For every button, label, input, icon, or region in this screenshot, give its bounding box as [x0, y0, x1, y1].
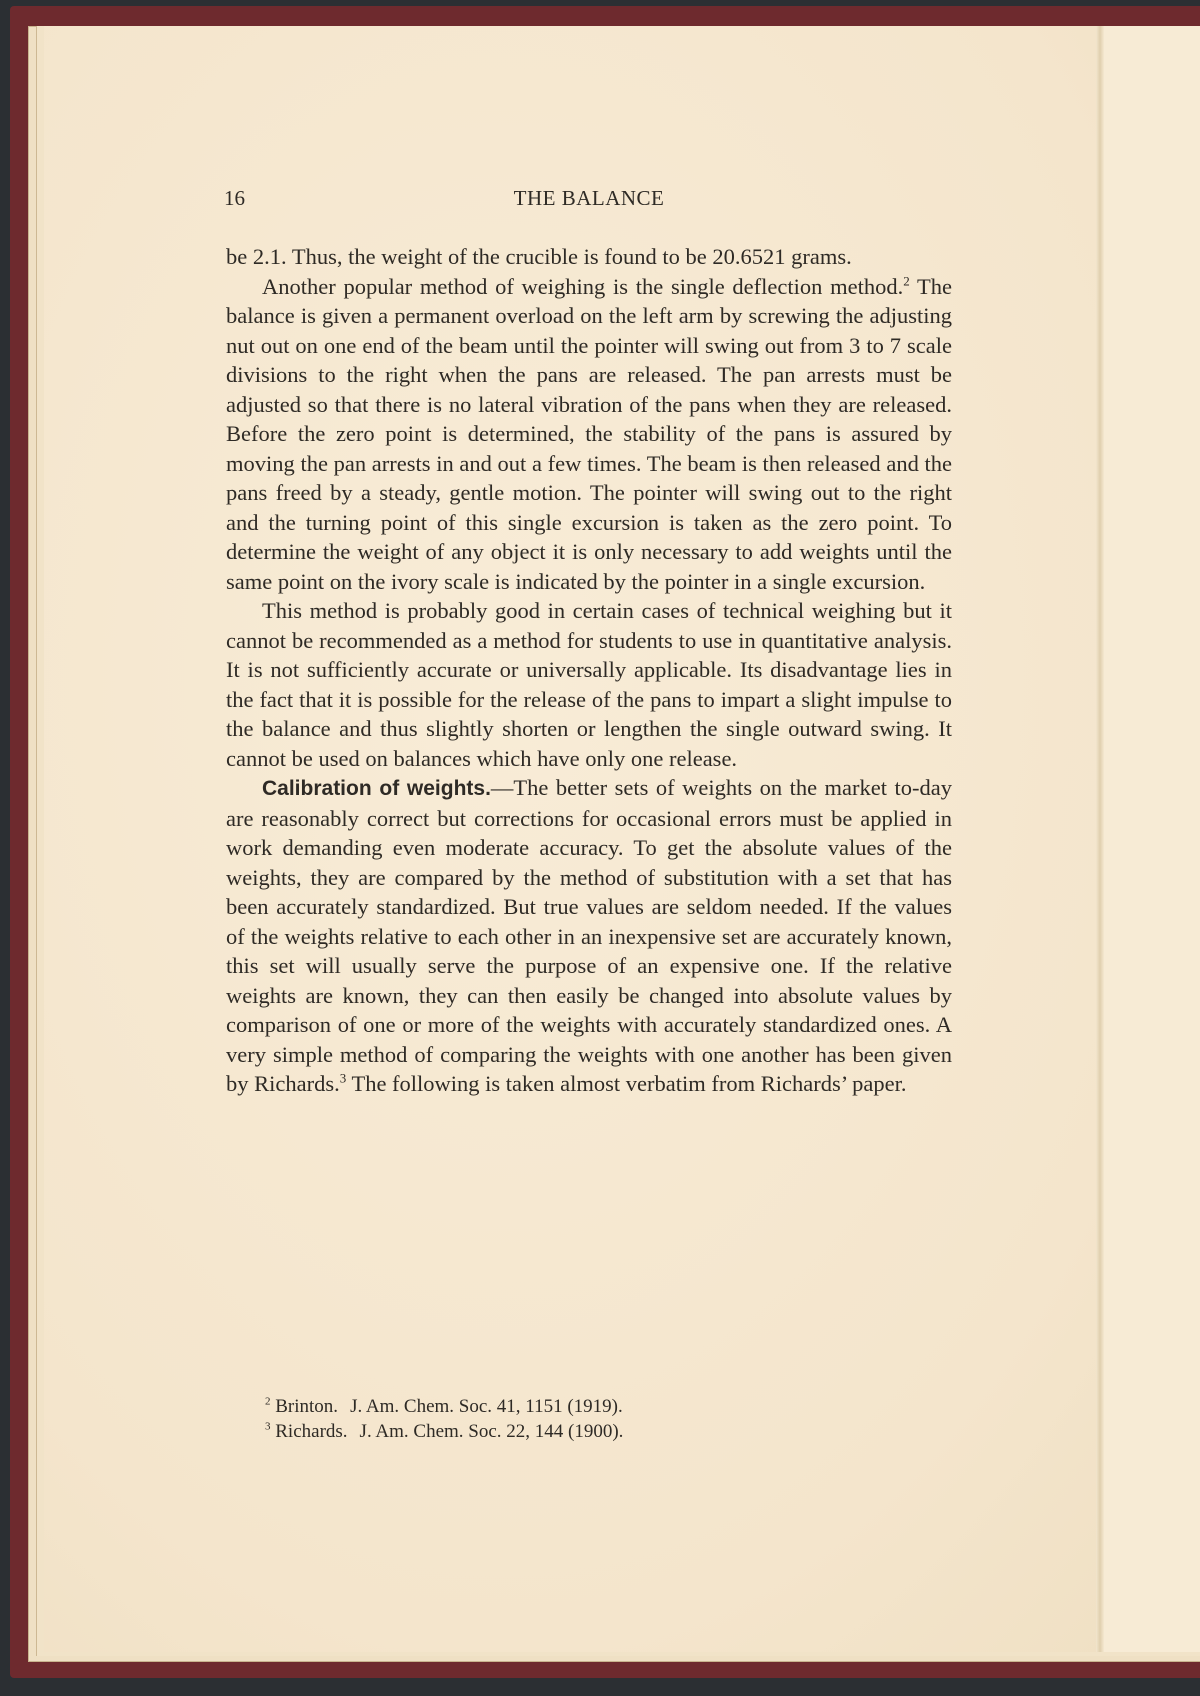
running-header [224, 186, 954, 216]
paragraph-4 [226, 773, 952, 1099]
paragraph-3: This method is probably good in certain cases of technical weighing but it cannot be recommended as a method for students to use in quantitative analysis. It is not sufficiently accurate or universally applicable. Its disadvantage lies in the fact that it is possible for the release of the pans to impart a slight impulse to the balance and thus slightly shorten or lengthen the single outward swing. It cannot be used on balances which have only one release. [226, 598, 952, 771]
footnote-ref-3: 3 [339, 1070, 347, 1086]
footnote-2 [265, 1394, 865, 1419]
body-text [226, 242, 952, 1099]
footnote-source: J. Am. Chem. Soc. 41, 1151 (1919). [350, 1396, 623, 1417]
paragraph-2-text-a: Another popular method of weighing is the single deflection method. [262, 273, 904, 299]
paragraph-2-text-b: The balance is given a permanent overload on the left arm by screwing the adjusting nut out on one end of the beam until the pointer will swing out from 3 to 7 scale divisions to the right when the pans are released. The pan arrests must be adjusted so that there is no lateral vibration of the pans when they are released. Before the zero point is determined, the stability of the pans is assured by moving the pan arrests in and out a few times. The beam is then released and the pans freed by a steady, gentle motion. The pointer will swing out to the right and the turning point of this single excursion is taken as the zero point. To determine the weight of any object it is only necessary to add weights until the same point on the ivory scale is indicated by the pointer in a single excursion. [226, 273, 952, 594]
footnote-3 [265, 1419, 865, 1444]
footnote-mark: 2 [265, 1395, 271, 1408]
paragraph-4-text-a: —The better sets of weights on the market to-day are reasonably correct but corrections for occasional errors must be applied in work demanding even moderate accuracy. To get the absolute values of the weights, they are compared by the method of substitution with a set that has been accurately standardized. But true values are seldom needed. If the values of the weights relative to each other in an inexpensive set are accurately known, this set will usually serve the purpose of an expensive one. If the relative weights are known, they can then easily be changed into absolute values by comparison of one or more of the weights with accurately standardized ones. A very simple method of comparing the weights with one another has been given by Richards. [226, 775, 952, 1096]
footnote-author: Brinton. [275, 1396, 339, 1417]
footnote-source: J. Am. Chem. Soc. 22, 144 (1900). [359, 1421, 624, 1442]
section-heading: Calibration of weights. [262, 777, 491, 800]
book-gutter [1096, 26, 1104, 1652]
running-title: THE BALANCE [513, 186, 665, 210]
footnotes [265, 1394, 865, 1444]
facing-page-edge [1104, 26, 1200, 1652]
footnote-mark: 3 [265, 1420, 271, 1433]
footnote-author: Richards. [275, 1421, 348, 1442]
paragraph-1: be 2.1. Thus, the weight of the crucible is found to be 20.6521 grams. [226, 244, 852, 269]
paragraph-2 [226, 272, 952, 597]
paragraph-4-text-b: The following is taken almost verbatim from Richards’ paper. [346, 1071, 907, 1096]
page-number: 16 [224, 186, 245, 210]
footnote-ref-2: 2 [903, 273, 910, 288]
